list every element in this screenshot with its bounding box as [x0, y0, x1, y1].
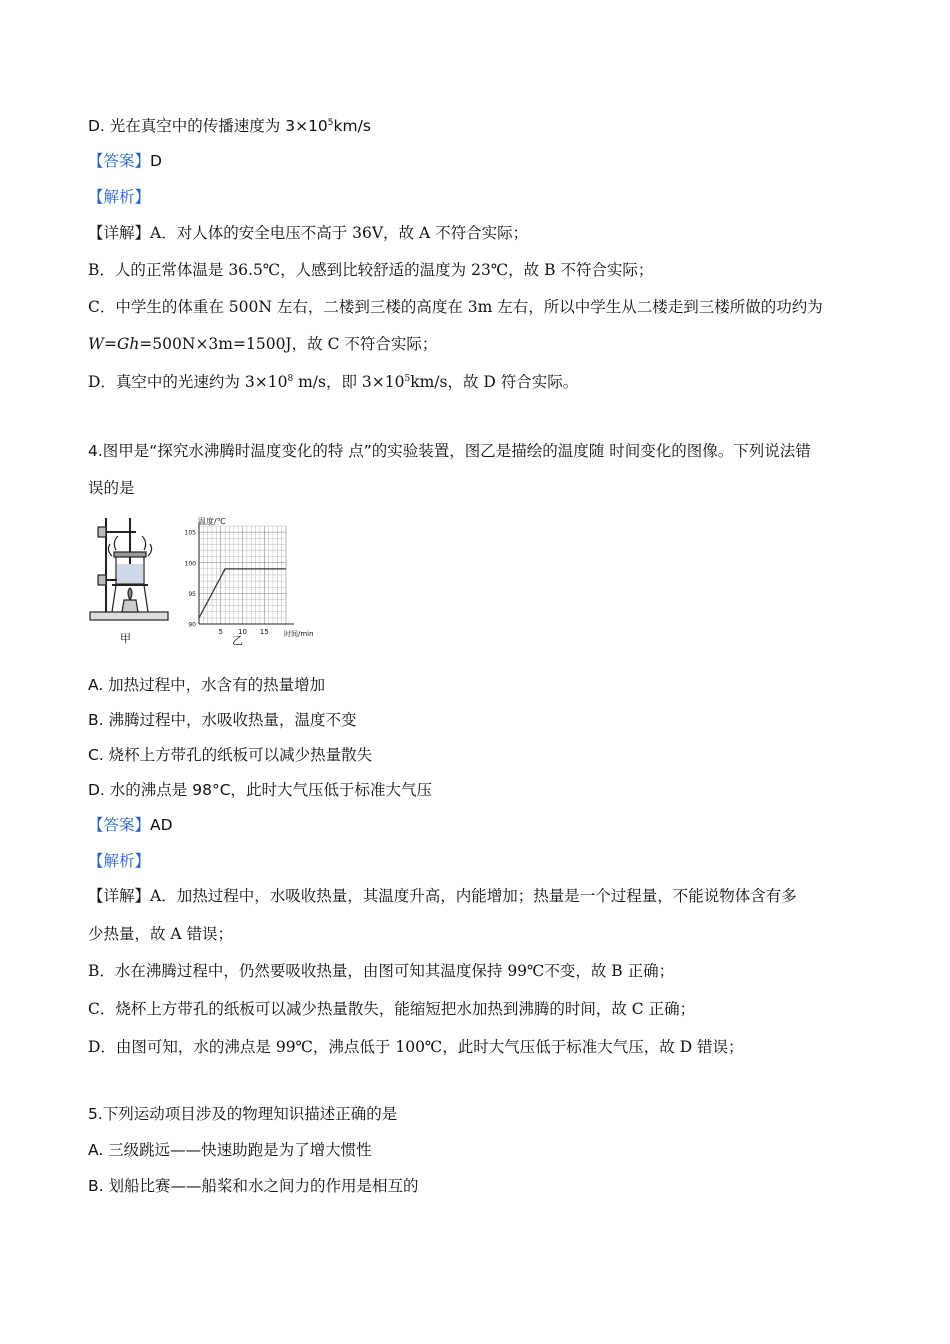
q3-detail-d: D．真空中的光速约为 $3\times 10^8$ m/s，即 $3\times 10^5km/s$，故 D 符合实际。 — [88, 373, 579, 391]
figure-label-b: 乙 — [232, 634, 243, 647]
chart-ylabel: 温度/℃ — [198, 517, 226, 526]
chart-grid — [199, 522, 294, 624]
chart-y-tick-label: 100 — [184, 560, 196, 568]
temperature-chart — [185, 516, 314, 638]
q4-option-d: D. 水的沸点是 98°C，此时大气压低于标准大气压 — [88, 781, 433, 799]
chart-x-tick-label: 15 — [259, 628, 269, 636]
q5-option-b: B. 划船比赛——船桨和水之间力的作用是相互的 — [88, 1177, 419, 1195]
q4-detail-a1: 【详解】A．加热过程中，水吸收热量，其温度升高，内能增加；热量是一个过程量，不能说物体含有多 — [88, 887, 797, 905]
q3-detail-a: 【详解】A．对人体的安全电压不高于 36V，故 A 不符合实际； — [88, 224, 529, 242]
q4-stem-line1: 4.图甲是“探究水沸腾时温度变化的特 点”的实验装置，图乙是描绘的温度随 时间变化的图像。下列说法错 — [88, 442, 811, 460]
chart-y-tick-label: 95 — [188, 590, 196, 598]
q4-answer — [88, 815, 173, 835]
q4-detail-c: C．烧杯上方带孔的纸板可以减少热量散失，能缩短把水加热到沸腾的时间，故 C 正确； — [88, 1000, 696, 1018]
q5-option-a: A. 三级跳远——快速助跑是为了增大惯性 — [88, 1141, 372, 1159]
q3-detail-c1: C．中学生的体重在 500N 左右，二楼到三楼的高度在 3m 左右，所以中学生从二楼走到三楼所做的功约为 — [88, 298, 823, 316]
q4-figure — [86, 512, 336, 652]
answer-value: AD — [150, 816, 173, 834]
q4-detail-a2: 少热量，故 A 错误； — [88, 925, 234, 943]
q4-detail-b: B．水在沸腾过程中，仍然要吸收热量，由图可知其温度保持 99℃不变，故 B 正确； — [88, 962, 675, 980]
q3-answer — [88, 151, 162, 171]
boiling-apparatus-icon — [90, 518, 168, 620]
q4-detail-d: D．由图可知，水的沸点是 99℃，沸点低于 100℃，此时大气压低于标准大气压，故 D 错误； — [88, 1038, 744, 1056]
q3-analysis-tag: 【解析】 — [88, 188, 151, 206]
answer-tag: 【答案】 — [88, 152, 151, 170]
q3-detail-b: B．人的正常体温是 36.5℃，人感到比较舒适的温度为 23℃，故 B 不符合实际； — [88, 261, 654, 279]
q4-stem-line2: 误的是 — [88, 479, 135, 497]
answer-value: D — [150, 152, 162, 170]
q3-detail-c2: W=Gh=500N×3m=1500J，故 C 不符合实际； — [88, 335, 438, 353]
q3-option-d: D. 光在真空中的传播速度为 $3\times 10^5km/s$ — [88, 117, 371, 135]
answer-tag: 【答案】 — [88, 816, 151, 834]
chart-x-tick-label: 5 — [218, 628, 223, 636]
chart-x-tick-label: 10 — [238, 628, 247, 636]
chart-y-tick-label: 105 — [184, 529, 196, 537]
q5-stem: 5.下列运动项目涉及的物理知识描述正确的是 — [88, 1105, 398, 1123]
chart-y-tick-label: 90 — [188, 621, 196, 629]
chart-xlabel: 时间/min — [284, 630, 314, 638]
q4-option-a: A. 加热过程中，水含有的热量增加 — [88, 676, 326, 694]
q4-option-c: C. 烧杯上方带孔的纸板可以减少热量散失 — [88, 746, 373, 764]
q4-option-b: B. 沸腾过程中，水吸收热量，温度不变 — [88, 711, 357, 729]
q4-analysis-tag: 【解析】 — [88, 852, 151, 870]
figure-label-a: 甲 — [120, 632, 131, 645]
